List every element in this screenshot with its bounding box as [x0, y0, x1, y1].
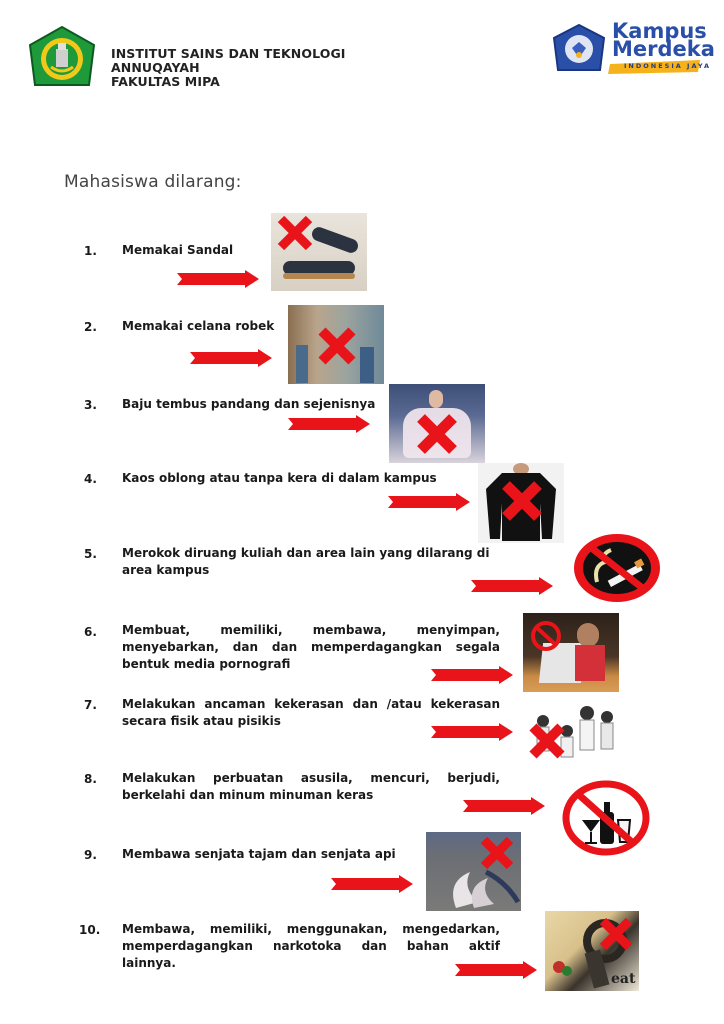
- rule-10-line-3: lainnya.: [122, 956, 176, 970]
- arrow-icon: [388, 493, 470, 511]
- arrow-icon: [463, 797, 545, 815]
- rule-5-number: 5.: [84, 547, 97, 561]
- svg-text:eat: eat: [611, 971, 636, 987]
- page-title: Mahasiswa dilarang:: [64, 172, 242, 192]
- institution-line-3: FAKULTAS MIPA: [111, 74, 220, 89]
- institution-line-1: INSTITUT SAINS DAN TEKNOLOGI: [111, 46, 346, 61]
- rule-5-text: [122, 545, 512, 579]
- sandals-image: [271, 213, 367, 291]
- rule-4-text: [122, 470, 462, 487]
- cross-icon: [599, 917, 633, 951]
- institution-line-2: ANNUQAYAH: [111, 60, 200, 75]
- rule-6-line-2: menyebarkan, dan dan memperdagangkan segala: [122, 640, 500, 654]
- rule-8-line-2: berkelahi dan minum minuman keras: [122, 788, 374, 802]
- drugs-collage-image: [545, 911, 639, 991]
- km-tagline: INDONESIA JAYA: [624, 62, 711, 70]
- rule-3-line-1: Baju tembus pandang dan sejenisnya: [122, 397, 376, 411]
- cross-icon: [417, 414, 457, 454]
- rule-4-line-1: Kaos oblong atau tanpa kera di dalam kampus: [122, 471, 437, 485]
- rule-4-number: 4.: [84, 472, 97, 486]
- km-line-1: Kampus: [612, 19, 707, 43]
- rule-7-line-2: secara fisik atau pisikis: [122, 714, 281, 728]
- arrow-icon: [190, 349, 272, 367]
- rule-2-line-1: Memakai celana robek: [122, 319, 275, 333]
- no-smoking-sign-icon: [571, 532, 663, 604]
- kampus-merdeka-logo: [552, 19, 715, 82]
- prohibited-icon: [529, 619, 563, 653]
- arrow-icon: [455, 961, 537, 979]
- arrow-icon: [331, 875, 413, 893]
- rule-5-line-2: area kampus: [122, 563, 210, 577]
- rule-10-number: 10.: [79, 923, 101, 937]
- arrow-icon: [431, 666, 513, 684]
- rule-3-text: [122, 396, 402, 413]
- no-pornography-image: [523, 613, 619, 692]
- cross-icon: [480, 836, 514, 870]
- see-through-dress-image: [389, 384, 485, 463]
- weapons-image: [426, 832, 521, 911]
- rule-6-number: 6.: [84, 625, 97, 639]
- arrow-icon: [471, 577, 553, 595]
- rule-10-text: [122, 921, 500, 972]
- institution-name: [111, 47, 346, 89]
- bullying-cartoon-image: [527, 703, 619, 773]
- rule-2-number: 2.: [84, 320, 97, 334]
- institution-logo: [27, 25, 97, 93]
- rule-8-number: 8.: [84, 772, 97, 786]
- rule-3-number: 3.: [84, 398, 97, 412]
- rule-10-line-2: memperdagangkan narkotoka dan bahan aktif: [122, 939, 500, 953]
- rule-9-number: 9.: [84, 848, 97, 862]
- no-alcohol-sign-icon: [560, 780, 652, 856]
- arrow-icon: [431, 723, 513, 741]
- cross-icon: [318, 327, 356, 365]
- cross-icon: [502, 481, 542, 521]
- rule-8-line-1: Melakukan perbuatan asusila, mencuri, berjudi,: [122, 771, 500, 785]
- rule-7-number: 7.: [84, 698, 97, 712]
- rule-1-line-1: Memakai Sandal: [122, 243, 234, 257]
- cross-icon: [277, 215, 313, 251]
- rule-1-number: 1.: [84, 244, 97, 258]
- arrow-icon: [288, 415, 370, 433]
- rule-9-line-1: Membawa senjata tajam dan senjata api: [122, 847, 396, 861]
- rule-5-line-1: Merokok diruang kuliah dan area lain yang dilarang di: [122, 546, 490, 560]
- km-line-2: Merdeka: [612, 37, 715, 61]
- ripped-jeans-image: [288, 305, 384, 384]
- rule-10-line-1: Membawa, memiliki, menggunakan, mengedarkan,: [122, 922, 500, 936]
- rule-9-text: [122, 846, 442, 863]
- rule-6-line-3: bentuk media pornografi: [122, 657, 291, 671]
- rule-8-text: [122, 770, 500, 804]
- cross-icon: [529, 723, 565, 759]
- rule-6-line-1: Membuat, memiliki, membawa, menyimpan,: [122, 623, 500, 637]
- black-tshirt-image: [478, 463, 564, 543]
- arrow-icon: [177, 270, 259, 288]
- rule-7-line-1: Melakukan ancaman kekerasan dan /atau kekerasan: [122, 697, 500, 711]
